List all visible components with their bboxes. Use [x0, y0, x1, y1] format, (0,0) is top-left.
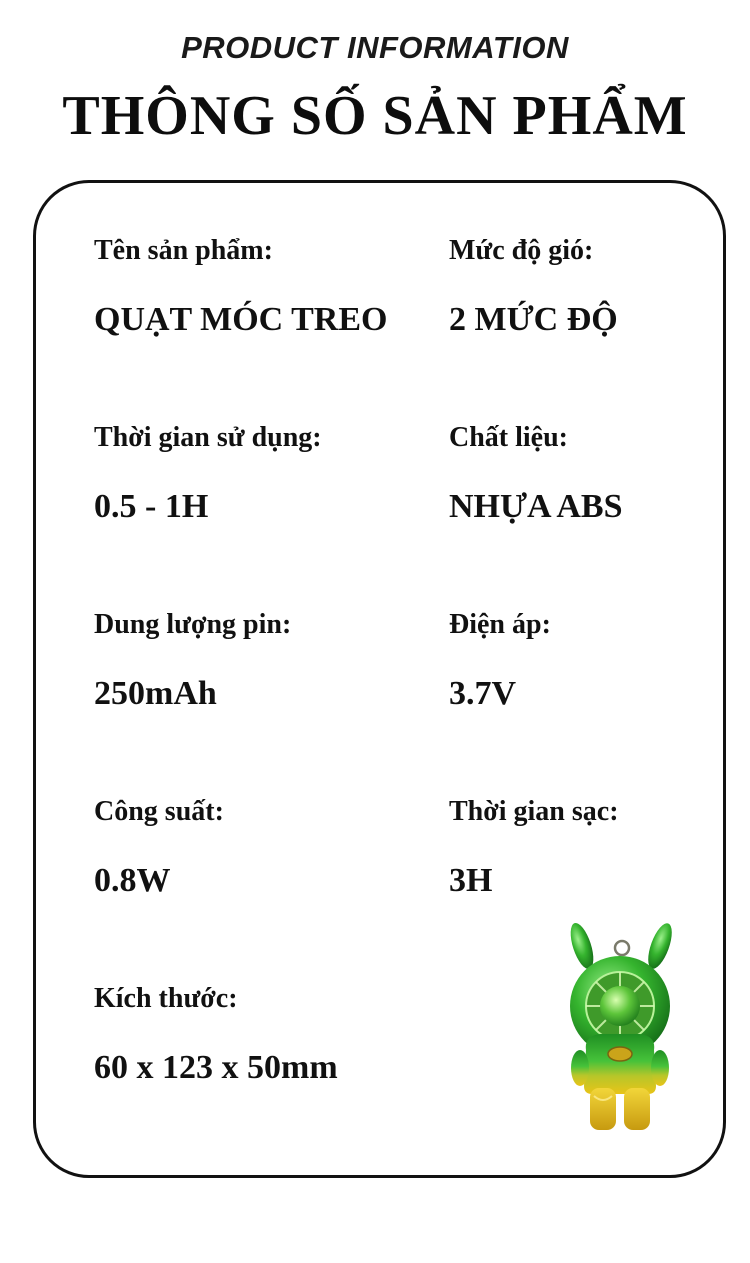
spec-value: 2 MỨC ĐỘ — [449, 301, 618, 338]
spec-label: Mức độ gió: — [449, 235, 594, 266]
section-eyebrow: PRODUCT INFORMATION — [181, 30, 569, 65]
spec-value: 0.5 - 1H — [94, 488, 209, 525]
spec-value: 0.8W — [94, 862, 171, 899]
spec-wind-level — [449, 234, 618, 340]
spec-value: 250mAh — [94, 675, 217, 712]
spec-value: 3H — [449, 862, 493, 899]
spec-material — [449, 421, 623, 527]
product-fan-rabbit-image — [560, 918, 680, 1138]
spec-label: Kích thước: — [94, 983, 238, 1014]
spec-label: Công suất: — [94, 796, 224, 827]
spec-label: Thời gian sạc: — [449, 796, 619, 827]
spec-label: Chất liệu: — [449, 422, 568, 453]
spec-label: Thời gian sử dụng: — [94, 422, 322, 453]
spec-label: Dung lượng pin: — [94, 609, 292, 640]
spec-label: Điện áp: — [449, 609, 551, 640]
spec-usage-time — [94, 421, 322, 527]
spec-product-name — [94, 234, 387, 340]
spec-power — [94, 795, 224, 901]
spec-voltage — [449, 608, 551, 714]
spec-dimensions — [94, 982, 338, 1088]
spec-value: QUẠT MÓC TREO — [94, 301, 388, 338]
spec-battery — [94, 608, 291, 714]
spec-value: 60 x 123 x 50mm — [94, 1049, 338, 1086]
page-title: THÔNG SỐ SẢN PHẨM — [62, 85, 688, 147]
spec-charge-time — [449, 795, 619, 901]
spec-value: NHỰA ABS — [449, 488, 623, 525]
spec-value: 3.7V — [449, 675, 517, 712]
spec-label: Tên sản phẩm: — [94, 235, 273, 266]
